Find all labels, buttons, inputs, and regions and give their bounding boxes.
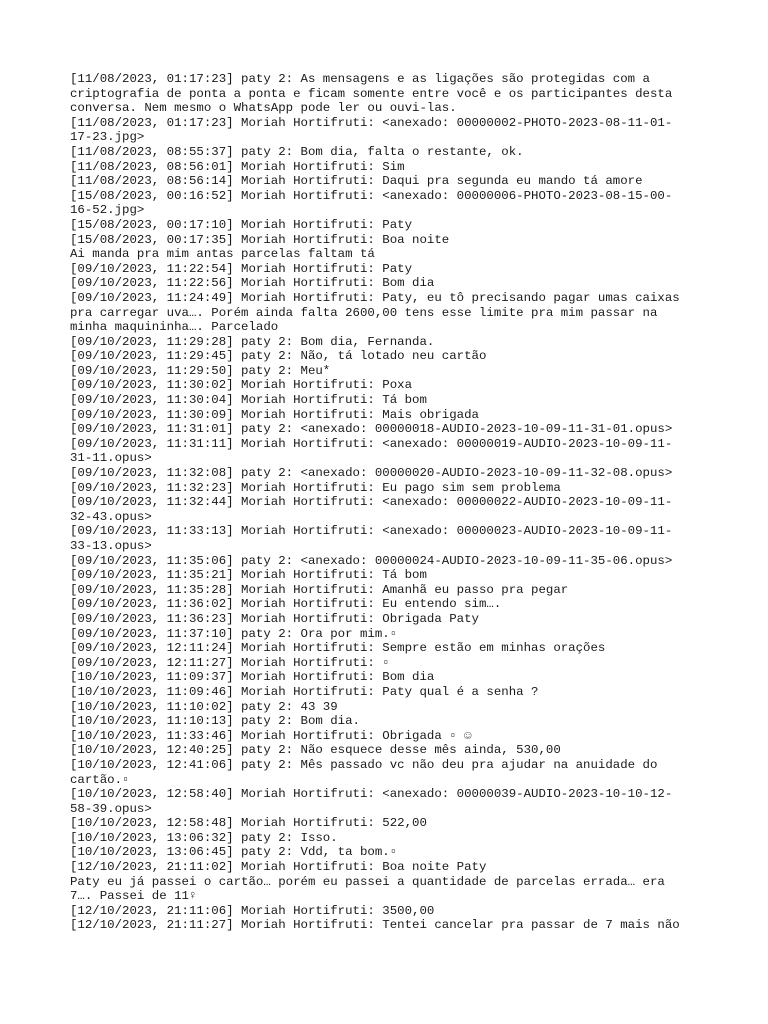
transcript-line: [09/10/2023, 11:30:02] Moriah Hortifruti: Poxa: [70, 378, 413, 393]
transcript-line: [09/10/2023, 11:32:08] paty 2: <anexado: 00000020-AUDIO-2023-10-09-11-32-08.opus>: [70, 466, 673, 481]
transcript-line: [09/10/2023, 11:29:50] paty 2: Meu*: [70, 363, 331, 378]
transcript-line: [09/10/2023, 12:11:27] Moriah Hortifruti: ▫: [70, 655, 390, 670]
transcript-line: 17-23.jpg>: [70, 130, 145, 145]
transcript-line: [09/10/2023, 11:35:06] paty 2: <anexado: 00000024-AUDIO-2023-10-09-11-35-06.opus>: [70, 553, 673, 568]
transcript-line: conversa. Nem mesmo o WhatsApp pode ler ou ouvi-las.: [70, 101, 457, 116]
transcript-line: pra carregar uva…. Porém ainda falta 2600,00 tens esse limite pra mim passar na: [70, 305, 658, 320]
transcript-line: minha maquininha…. Parcelado: [70, 320, 279, 335]
transcript-line: [09/10/2023, 11:33:13] Moriah Hortifruti: <anexado: 00000023-AUDIO-2023-10-09-11-: [70, 524, 673, 539]
transcript-line: [10/10/2023, 11:33:46] Moriah Hortifruti: Obrigada ▫ ☺: [70, 728, 472, 743]
transcript-line: 31-11.opus>: [70, 451, 152, 466]
transcript-line: [10/10/2023, 12:58:40] Moriah Hortifruti: <anexado: 00000039-AUDIO-2023-10-10-12-: [70, 787, 673, 802]
chat-transcript: [70, 72, 710, 933]
transcript-line: [10/10/2023, 12:41:06] paty 2: Mês passado vc não deu pra ajudar na anuidade do: [70, 757, 658, 772]
transcript-line: [09/10/2023, 11:37:10] paty 2: Ora por mim.▫: [70, 626, 398, 641]
transcript-line: [10/10/2023, 11:10:13] paty 2: Bom dia.: [70, 714, 360, 729]
transcript-line: [15/08/2023, 00:16:52] Moriah Hortifruti: <anexado: 00000006-PHOTO-2023-08-15-00-: [70, 188, 673, 203]
transcript-line: [11/08/2023, 08:56:01] Moriah Hortifruti: Sim: [70, 159, 405, 174]
transcript-line: [10/10/2023, 12:58:48] Moriah Hortifruti: 522,00: [70, 816, 427, 831]
transcript-line: [09/10/2023, 12:11:24] Moriah Hortifruti: Sempre estão em minhas orações: [70, 641, 606, 656]
transcript-line: [10/10/2023, 11:09:37] Moriah Hortifruti: Bom dia: [70, 670, 435, 685]
transcript-line: 58-39.opus>: [70, 801, 152, 816]
transcript-line: 32-43.opus>: [70, 509, 152, 524]
transcript-line: [10/10/2023, 13:06:45] paty 2: Vdd, ta bom.▫: [70, 845, 398, 860]
transcript-line: 16-52.jpg>: [70, 203, 145, 218]
transcript-line: [10/10/2023, 11:09:46] Moriah Hortifruti: Paty qual é a senha ?: [70, 684, 539, 699]
transcript-line: [09/10/2023, 11:29:45] paty 2: Não, tá lotado neu cartão: [70, 349, 487, 364]
transcript-line: cartão.▫: [70, 772, 130, 787]
transcript-line: 7…. Passei de 11♀: [70, 889, 197, 904]
transcript-line: [11/08/2023, 08:56:14] Moriah Hortifruti: Daqui pra segunda eu mando tá amore: [70, 174, 643, 189]
transcript-line: [09/10/2023, 11:31:11] Moriah Hortifruti: <anexado: 00000019-AUDIO-2023-10-09-11-: [70, 436, 673, 451]
transcript-line: [09/10/2023, 11:32:44] Moriah Hortifruti: <anexado: 00000022-AUDIO-2023-10-09-11-: [70, 495, 673, 510]
transcript-line: [12/10/2023, 21:11:06] Moriah Hortifruti: 3500,00: [70, 903, 435, 918]
transcript-line: [09/10/2023, 11:24:49] Moriah Hortifruti: Paty, eu tô precisando pagar umas caixas: [70, 290, 680, 305]
transcript-line: [09/10/2023, 11:22:54] Moriah Hortifruti: Paty: [70, 261, 413, 276]
transcript-line: [09/10/2023, 11:31:01] paty 2: <anexado: 00000018-AUDIO-2023-10-09-11-31-01.opus>: [70, 422, 673, 437]
transcript-line: [12/10/2023, 21:11:02] Moriah Hortifruti: Boa noite Paty: [70, 860, 487, 875]
transcript-line: [12/10/2023, 21:11:27] Moriah Hortifruti: Tentei cancelar pra passar de 7 mais não: [70, 918, 680, 933]
transcript-line: [09/10/2023, 11:36:23] Moriah Hortifruti: Obrigada Paty: [70, 611, 479, 626]
transcript-line: [11/08/2023, 01:17:23] paty 2: As mensagens e as ligações são protegidas com a: [70, 72, 650, 86]
transcript-line: [09/10/2023, 11:32:23] Moriah Hortifruti: Eu pago sim sem problema: [70, 480, 561, 495]
transcript-line: [10/10/2023, 12:40:25] paty 2: Não esquece desse mês ainda, 530,00: [70, 743, 561, 758]
transcript-line: criptografia de ponta a ponta e ficam somente entre você e os participantes desta: [70, 86, 673, 101]
transcript-line: [09/10/2023, 11:30:04] Moriah Hortifruti: Tá bom: [70, 393, 427, 408]
transcript-line: [15/08/2023, 00:17:35] Moriah Hortifruti: Boa noite: [70, 232, 450, 247]
transcript-line: [09/10/2023, 11:22:56] Moriah Hortifruti: Bom dia: [70, 276, 435, 291]
transcript-line: [10/10/2023, 13:06:32] paty 2: Isso.: [70, 830, 338, 845]
transcript-line: 33-13.opus>: [70, 539, 152, 553]
transcript-line: [09/10/2023, 11:35:28] Moriah Hortifruti: Amanhã eu passo pra pegar: [70, 582, 569, 597]
transcript-line: [09/10/2023, 11:36:02] Moriah Hortifruti: Eu entendo sim….: [70, 597, 502, 612]
transcript-line: [09/10/2023, 11:30:09] Moriah Hortifruti: Mais obrigada: [70, 407, 479, 422]
transcript-line: Paty eu já passei o cartão… porém eu passei a quantidade de parcelas errada… era: [70, 874, 665, 889]
transcript-line: Ai manda pra mim antas parcelas faltam tá: [70, 247, 375, 262]
transcript-line: [11/08/2023, 08:55:37] paty 2: Bom dia, falta o restante, ok.: [70, 144, 524, 159]
transcript-line: [09/10/2023, 11:35:21] Moriah Hortifruti: Tá bom: [70, 568, 427, 583]
transcript-line: [10/10/2023, 11:10:02] paty 2: 43 39: [70, 699, 338, 714]
transcript-line: [09/10/2023, 11:29:28] paty 2: Bom dia, Fernanda.: [70, 334, 435, 349]
transcript-line: [11/08/2023, 01:17:23] Moriah Hortifruti: <anexado: 00000002-PHOTO-2023-08-11-01-: [70, 115, 673, 130]
transcript-line: [15/08/2023, 00:17:10] Moriah Hortifruti: Paty: [70, 217, 413, 232]
